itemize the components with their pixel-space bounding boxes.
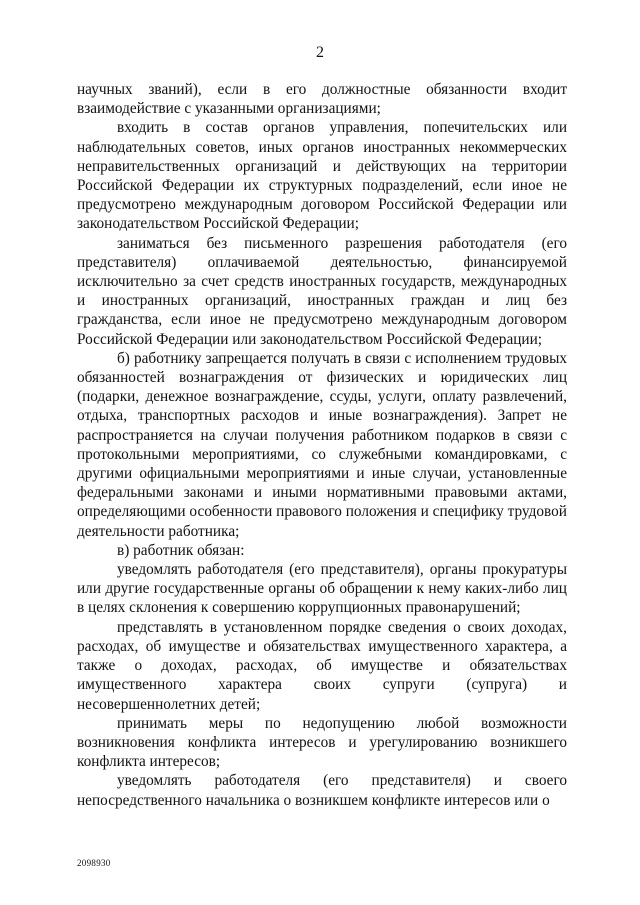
paragraph: входить в состав органов управления, попечительских или наблюдательных советов, иных органов иностранных некоммерческих неправительственных организаций и действующих на территории Российской Федерации их структурных подразделений, если иное не предусмотрено международным договором Российской Федерации или законодательством Российской Федерации; [77,119,567,233]
paragraph: б) работнику запрещается получать в связи с исполнением трудовых обязанностей вознаграждения от физических и юридических лиц (подарки, денежное вознаграждение, ссуды, услуги, оплату развлечений, отдыха, транспортных расходов и иные вознаграждения). Запрет не распространяется на случаи получения работником подарков в связи с протокольными мероприятиями, со служебными командировками, с другими официальными мероприятиями и иные случаи, установленные федеральными законами и иными нормативными правовыми актами, определяющими особенности правового положения и специфику трудовой деятельности работника; [77,349,567,540]
document-id: 2098930 [77,858,111,868]
paragraph-continuation: научных званий), если в его должностные обязанности входит взаимодействие с указанными организациями; [77,81,567,118]
paragraph: в) работник обязан: [117,541,245,559]
paragraph: уведомлять работодателя (его представителя) и своего непосредственного начальника о возникшем конфликте интересов или о [77,772,567,809]
document-body [77,80,567,810]
paragraph: принимать меры по недопущению любой возможности возникновения конфликта интересов и урегулированию возникшего конфликта интересов; [77,714,567,771]
page-number: 2 [316,44,324,61]
paragraph: заниматься без письменного разрешения работодателя (его представителя) оплачиваемой деятельностью, финансируемой исключительно за счет средств иностранных государств, международных и иностранных организаций, иностранных граждан и лиц без гражданства, если иное не предусмотрено международным договором Российской Федерации или законодательством Российской Федерации; [77,234,567,348]
paragraph: уведомлять работодателя (его представителя), органы прокуратуры или другие государственные органы об обращении к нему каких-либо лиц в целях склонения к совершению коррупционных правонарушений; [77,561,567,617]
paragraph: представлять в установленном порядке сведения о своих доходах, расходах, об имуществе и обязательствах имущественного характера, а также о доходах, расходах, об имуществе и обязательствах имущественного характера своих супруги (супруга) и несовершеннолетних детей; [77,618,567,713]
